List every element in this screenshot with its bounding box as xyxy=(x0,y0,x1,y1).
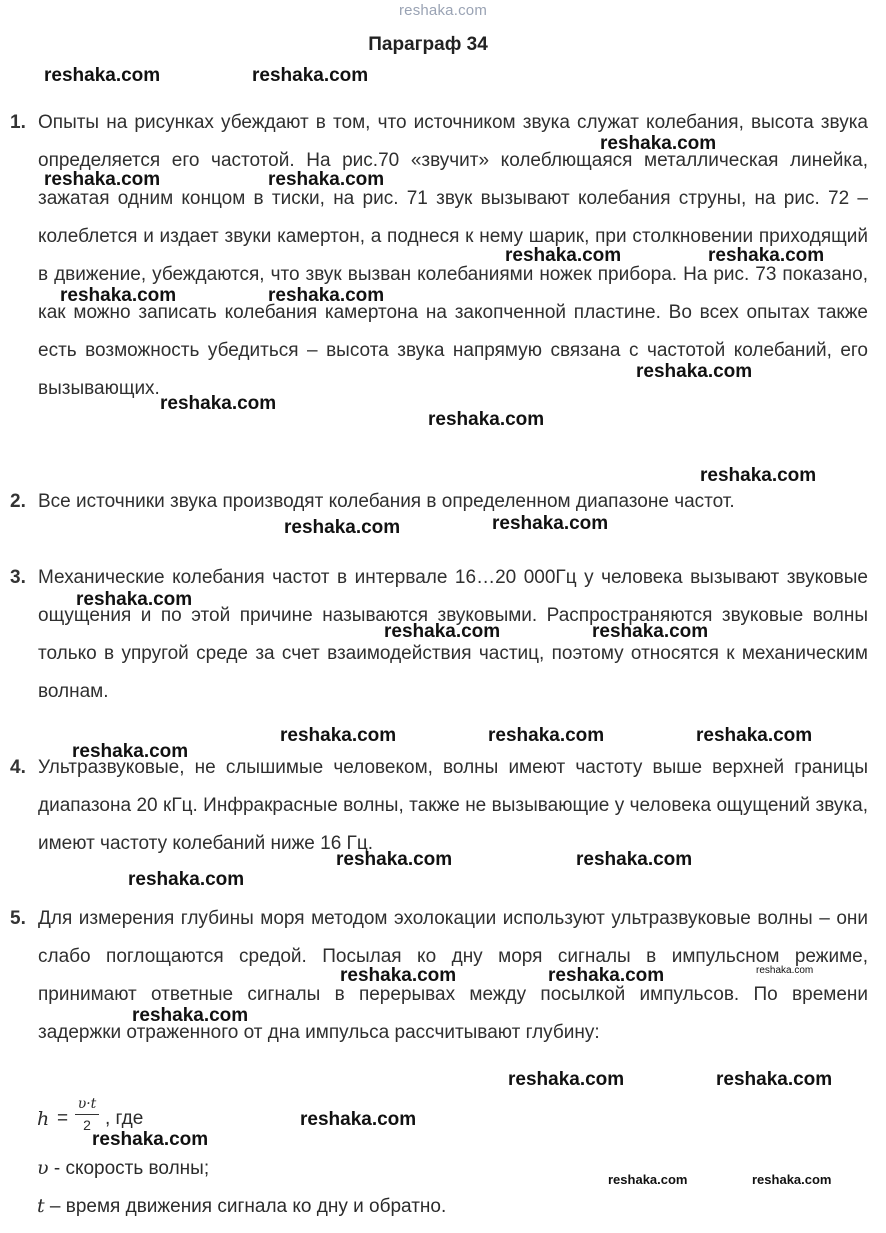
answer-item-5 xyxy=(10,900,868,1052)
watermark: reshaka.com xyxy=(752,1172,832,1187)
watermark: reshaka.com xyxy=(284,517,401,538)
watermark: reshaka.com xyxy=(608,1172,688,1187)
item-text: Ультразвуковые, не слышимые человеком, волны имеют частоту выше верхней границы диапазона 20 кГц. Инфракрасные волны, также не вызывающие у человека ощущений звука, имеют частоту колебаний ниже 16 Гц. xyxy=(38,757,868,854)
formula-suffix: , где xyxy=(105,1108,144,1129)
site-header-watermark: reshaka.com xyxy=(398,2,488,19)
item-number: 3. xyxy=(10,567,26,588)
watermark: reshaka.com xyxy=(384,621,501,642)
watermark: reshaka.com xyxy=(252,65,369,86)
definition-symbol: υ xyxy=(37,1157,49,1179)
formula-numerator: υ·t xyxy=(77,1096,97,1112)
watermark: reshaka.com xyxy=(488,725,605,746)
watermark: reshaka.com xyxy=(708,245,825,266)
answer-item-3 xyxy=(10,559,868,711)
watermark: reshaka.com xyxy=(60,285,177,306)
answer-item-2 xyxy=(10,483,868,521)
watermark: reshaka.com xyxy=(696,725,813,746)
item-text: Для измерения глубины моря методом эхолокации используют ультразвуковые волны – они слабо поглощаются средой. Посылая ко дну моря сигналы в импульсном режиме, принимают ответные сигналы в перерывах между посылкой импульсов. По времени задержки отраженного от дна импульса рассчитывают глубину: xyxy=(38,908,868,1043)
watermark: reshaka.com xyxy=(428,409,545,430)
watermark: reshaka.com xyxy=(76,589,193,610)
watermark: reshaka.com xyxy=(716,1069,833,1090)
watermark: reshaka.com xyxy=(72,741,189,762)
formula-fraction xyxy=(75,1096,99,1133)
formula-lhs: h xyxy=(37,1108,50,1130)
page-title: Параграф 34 xyxy=(368,34,488,55)
fraction-bar xyxy=(75,1114,99,1115)
watermark: reshaka.com xyxy=(44,169,161,190)
definition-text: – время движения сигнала ко дну и обратно. xyxy=(44,1196,447,1217)
definition-symbol: t xyxy=(37,1195,45,1217)
item-number: 5. xyxy=(10,908,26,929)
watermark: reshaka.com xyxy=(160,393,277,414)
item-number: 1. xyxy=(10,112,26,133)
watermark: reshaka.com xyxy=(340,965,457,986)
watermark: reshaka.com xyxy=(336,849,453,870)
watermark: reshaka.com xyxy=(132,1005,249,1026)
watermark: reshaka.com xyxy=(268,285,385,306)
watermark: reshaka.com xyxy=(756,965,814,976)
item-text: Все источники звука производят колебания в определенном диапазоне частот. xyxy=(38,491,735,512)
watermark: reshaka.com xyxy=(576,849,693,870)
formula-equals: = xyxy=(57,1108,69,1129)
item-text: Опыты на рисунках убеждают в том, что источником звука служат колебания, высота звука определяется его частотой. На рис.70 «звучит» колеблющаяся металлическая линейка, зажатая одним концом в тиски, на рис. 71 звук вызывают колебания струны, на рис. 72 – колеблется и издает звуки камертон, а поднеся к нему шарик, при столкновении приходящий в движение, убеждаются, что звук вызван колебаниями ножек прибора. На рис. 73 показано, как можно записать колебания камертона на закопченной пластине. Во всех опытах также есть возможность убедиться – высота звука напрямую связана с частотой колебаний, его вызывающих. xyxy=(38,112,868,399)
watermark: reshaka.com xyxy=(492,513,609,534)
watermark: reshaka.com xyxy=(592,621,709,642)
watermark: reshaka.com xyxy=(636,361,753,382)
answer-item-1 xyxy=(10,104,868,408)
watermark: reshaka.com xyxy=(700,465,817,486)
watermark: reshaka.com xyxy=(600,133,717,154)
definition-text: - скорость волны; xyxy=(48,1158,210,1179)
watermark: reshaka.com xyxy=(268,169,385,190)
definition-velocity xyxy=(37,1157,209,1180)
definition-time xyxy=(37,1195,446,1218)
watermark: reshaka.com xyxy=(280,725,397,746)
watermark: reshaka.com xyxy=(128,869,245,890)
watermark: reshaka.com xyxy=(92,1129,209,1150)
watermark: reshaka.com xyxy=(508,1069,625,1090)
item-number: 2. xyxy=(10,491,26,512)
watermark: reshaka.com xyxy=(548,965,665,986)
answer-item-4 xyxy=(10,749,868,863)
item-number: 4. xyxy=(10,757,26,778)
formula-denominator: 2 xyxy=(83,1117,91,1133)
item-text: Механические колебания частот в интервале 16…20 000Гц у человека вызывают звуковые ощущения и по этой причине называются звуковыми. Распространяются звуковые волны только в упругой среде за счет взаимодействия частиц, поэтому относятся к механическим волнам. xyxy=(38,567,868,702)
watermark: reshaka.com xyxy=(300,1109,417,1130)
watermark: reshaka.com xyxy=(44,65,161,86)
watermark: reshaka.com xyxy=(505,245,622,266)
